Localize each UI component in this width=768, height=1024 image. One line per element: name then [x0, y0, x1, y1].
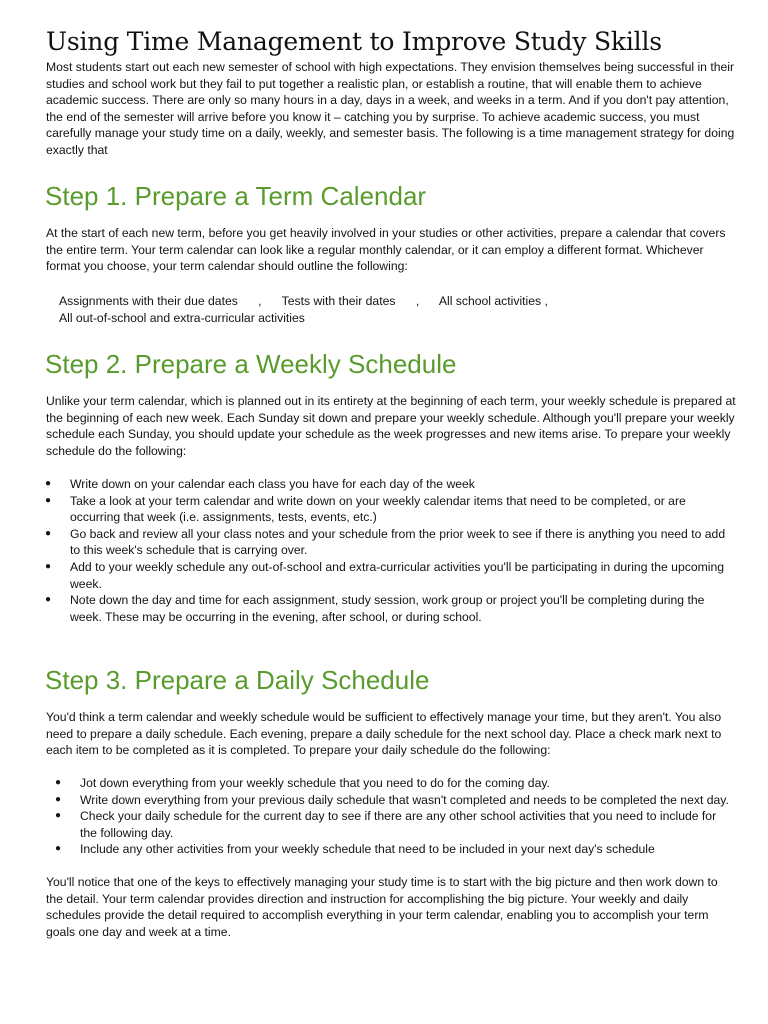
list-item: ● Note down the day and time for each assignment, study session, work group or project you'll be completing during the week. These may be occurring in the evening, after school, or during school. [45, 593, 705, 624]
step2-heading: Step 2. Prepare a Weekly Schedule [45, 349, 457, 379]
step1-item: All school activities [438, 294, 542, 308]
step3-heading: Step 3. Prepare a Daily Schedule [45, 665, 430, 695]
step1-heading: Step 1. Prepare a Term Calendar [45, 181, 427, 211]
bullet-icon: ● [55, 793, 62, 805]
step1-item-row-2 [59, 310, 699, 327]
list-item: ● Write down on your calendar each class you have for each day of the week [45, 477, 475, 491]
step1-separator: , [415, 294, 420, 308]
bullet-icon: ● [45, 560, 52, 572]
bullet-icon: ● [45, 594, 52, 606]
step1-item-list [59, 293, 699, 326]
step1-separator: , [544, 294, 548, 308]
bullet-icon: ● [55, 810, 62, 822]
list-item: ● Write down everything from your previous daily schedule that wasn't completed and needs to be completed the next day. [55, 792, 729, 807]
list-item: ● Take a look at your term calendar and write down on your weekly calendar items that need to be completed, or are occurring that week (i.e. assignments, tests, events, etc.) [45, 493, 686, 525]
step2-paragraph: Unlike your term calendar, which is planned out in its entirety at the beginning of each term, your weekly schedule is prepared at the beginning of each new week. Each Sunday sit down and prepare your weekly schedule. Although you'll prepare your weekly schedule each Sunday, you should update your schedule as the week progresses and new items arise. To prepare your weekly schedule do the following: [46, 394, 736, 458]
bullet-icon: ● [45, 527, 52, 539]
document-title: Using Time Management to Improve Study Skills [46, 27, 662, 56]
step1-item-row-1 [59, 293, 699, 310]
step1-item: Tests with their dates [281, 294, 396, 308]
list-item: ● Jot down everything from your weekly schedule that you need to do for the coming day. [55, 776, 550, 790]
step1-item: Assignments with their due dates [59, 294, 238, 308]
step1-item: All out-of-school and extra-curricular activities [59, 310, 305, 325]
closing-paragraph: You'll notice that one of the keys to effectively managing your study time is to start with the big picture and then work down to the detail. Your term calendar provides direction and instruction for accomplishing the big picture. Your weekly and daily schedules provide the detail required to accomplish everything in your term calendar, enabling you to accomplish your term goals one day and week at a time. [46, 875, 718, 939]
list-item: ● Go back and review all your class notes and your schedule from the prior week to see if there is anything you need to add to this week's schedule that is carrying over. [45, 526, 726, 558]
step1-paragraph: At the start of each new term, before you get heavily involved in your studies or other activities, prepare a calendar that covers the entire term. Your term calendar can look like a regular monthly calendar, or it can employ a different format. Whichever format you choose, your term calendar should outline the following: [46, 226, 726, 274]
list-item: ● Include any other activities from your weekly schedule that need to be included in your next day's schedule [55, 842, 655, 857]
step3-bullet-list [55, 775, 730, 858]
bullet-icon: ● [45, 478, 52, 489]
intro-paragraph: Most students start out each new semester of school with high expectations. They envision themselves being successful in their studies and school work but they fail to put together a realistic plan, or establish a routine, that will enable them to achieve academic success. There are only so many hours in a day, days in a week, and weeks in a term. And if you don't pay attention, the end of the semester will arrive before you know it – catching you by surprise. To achieve academic success, you must carefully manage your study time on a daily, weekly, and semester basis. The following is a time management strategy for doing exactly that [46, 60, 735, 157]
step1-separator: , [258, 294, 262, 308]
bullet-icon: ● [55, 843, 62, 855]
bullet-icon: ● [45, 494, 52, 506]
list-item: ● Add to your weekly schedule any out-of-school and extra-curricular activities you'll be participating in during the upcoming week. [45, 559, 725, 591]
list-item: ● Check your daily schedule for the current day to see if there are any other school activities that you need to include for the following day. [55, 809, 717, 840]
bullet-icon: ● [55, 777, 62, 788]
step3-paragraph: You'd think a term calendar and weekly schedule would be sufficient to effectively manage your time, but they aren't. You also need to prepare a daily schedule. Each evening, prepare a daily schedule for the next school day. Place a check mark next to each item to be completed as it is completed. To prepare your daily schedule do the following: [46, 710, 722, 758]
step2-bullet-list [45, 476, 734, 625]
